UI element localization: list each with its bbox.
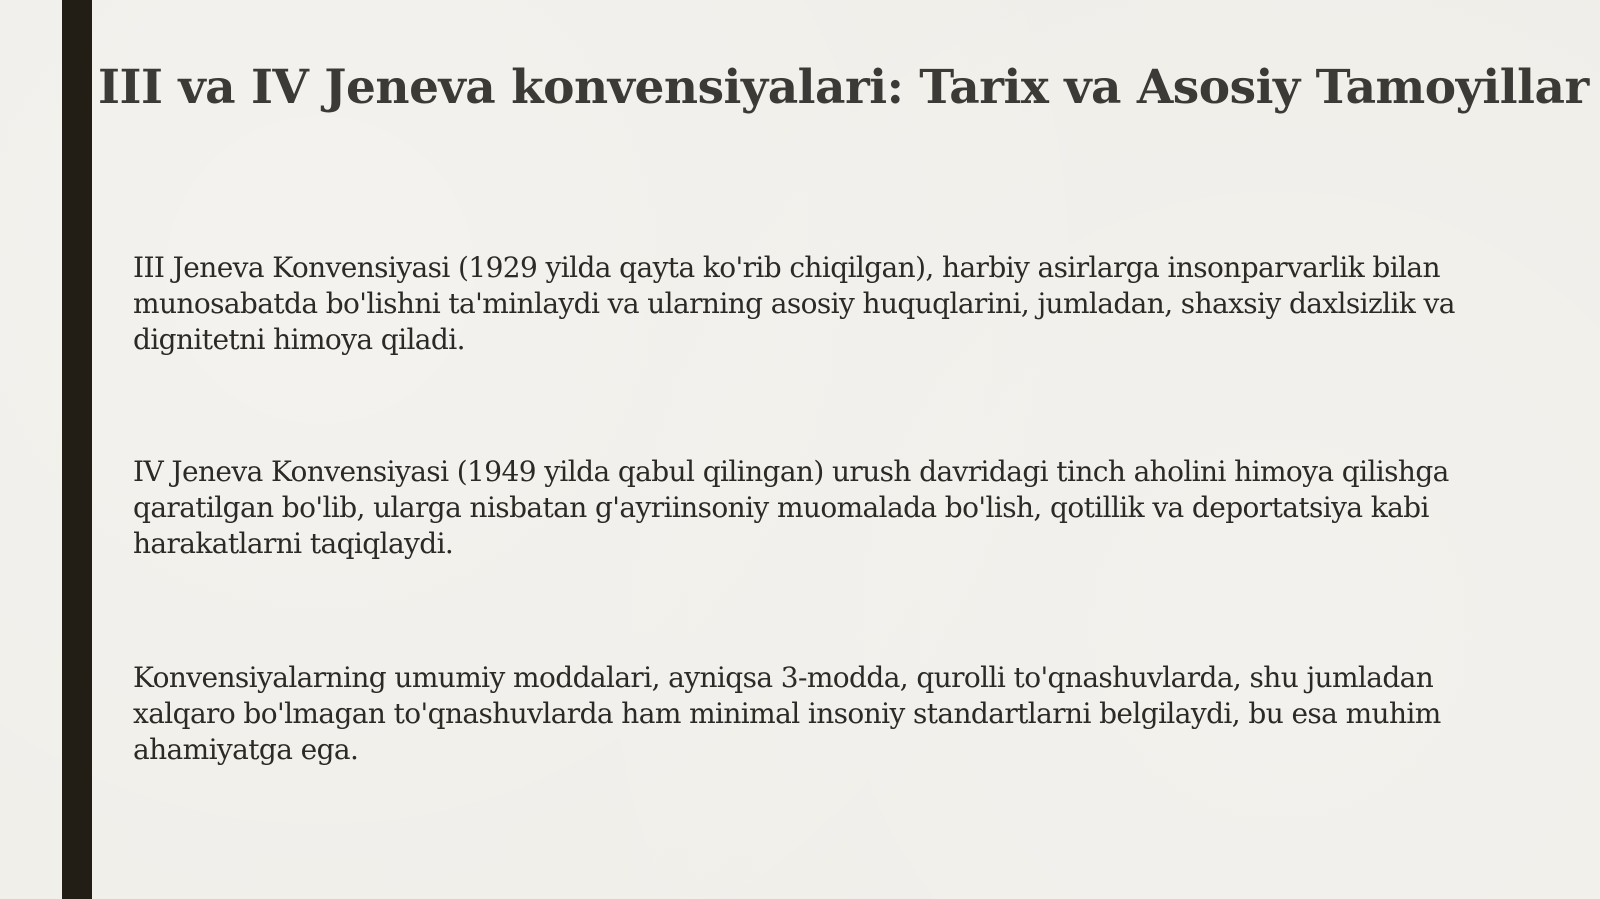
paragraph-common-articles: Konvensiyalarning umumiy moddalari, ayniqsa 3-modda, qurolli to'qnashuvlarda, shu jumladan xalqaro bo'lmagan to'qnashuvlarda ham minimal insoniy standartlarni belgilaydi, bu esa muhim ahamiyatga ega. [133, 661, 1441, 766]
paragraph-fourth-convention: IV Jeneva Konvensiyasi (1949 yilda qabul qilingan) urush davridagi tinch aholini himoya qilishga qaratilgan bo'lib, ularga nisbatan g'ayriinsoniy muomalada bo'lish, qotillik va deportatsiya kabi harakatlarni taqiqlaydi. [133, 455, 1449, 560]
accent-bar [62, 0, 92, 899]
slide-title: III va IV Jeneva konvensiyalari: Tarix va Asosiy Tamoyillar [98, 60, 1589, 115]
paragraph-third-convention: III Jeneva Konvensiyasi (1929 yilda qayta ko'rib chiqilgan), harbiy asirlarga insonparvarlik bilan munosabatda bo'lishni ta'minlaydi va ularning asosiy huquqlarini, jumladan, shaxsiy daxlsizlik va dignitetni himoya qiladi. [133, 251, 1455, 356]
